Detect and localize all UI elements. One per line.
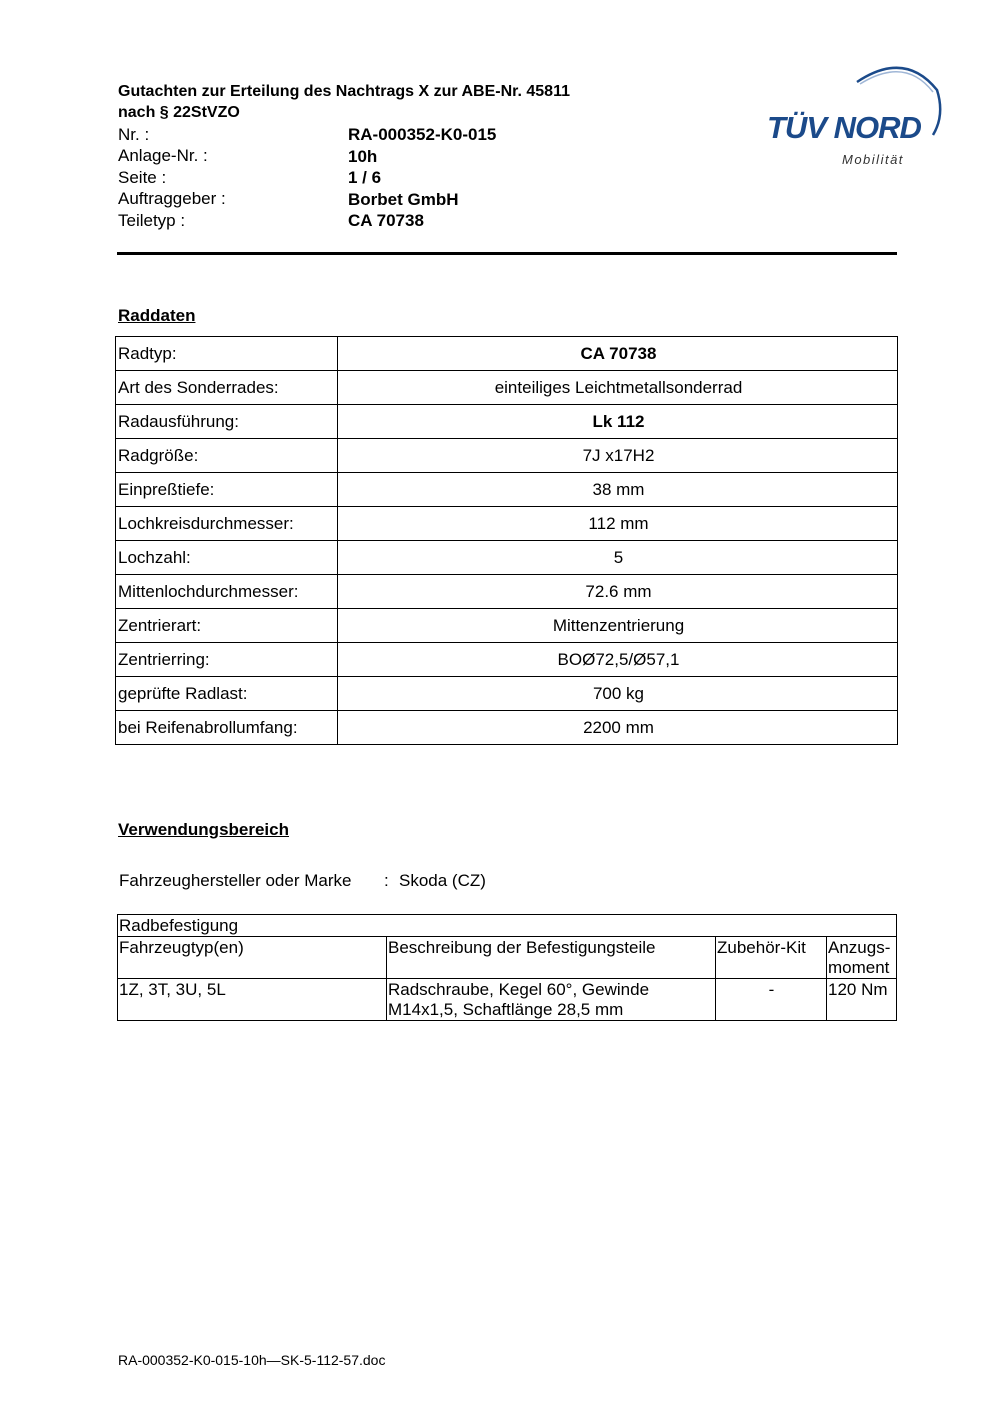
row-label: Lochzahl: [116, 541, 338, 575]
row-value: BOØ72,5/Ø57,1 [338, 643, 898, 677]
meta-value-nr: RA-000352-K0-015 [348, 125, 497, 144]
table-cell: - [716, 979, 827, 1021]
row-label: Radausführung: [116, 405, 338, 439]
row-value: Mittenzentrierung [338, 609, 898, 643]
meta-label-seite: Seite : [118, 168, 167, 187]
row-value: 5 [338, 541, 898, 575]
table-cell: 1Z, 3T, 3U, 5L [118, 979, 387, 1021]
maker-label: Fahrzeughersteller oder Marke [119, 871, 352, 890]
meta-label-teiletyp: Teiletyp : [118, 211, 186, 230]
row-value: 2200 mm [338, 711, 898, 745]
meta-value-seite: 1 / 6 [348, 168, 382, 187]
maker-colon: : [384, 871, 389, 890]
table-header-row [118, 937, 897, 979]
row-label: bei Reifenabrollumfang: [116, 711, 338, 745]
table-row [116, 575, 898, 609]
meta-label-anlage: Anlage-Nr. : [118, 146, 208, 165]
meta-label-auftraggeber: Auftraggeber : [118, 189, 226, 208]
meta-label-nr: Nr. : [118, 125, 150, 144]
table-cell: Radschraube, Kegel 60°, Gewinde M14x1,5, Schaftlänge 28,5 mm [387, 979, 716, 1021]
meta-value-anlage: 10h [348, 147, 378, 166]
row-label: Zentrierring: [116, 643, 338, 677]
table-row [116, 609, 898, 643]
table-row [116, 371, 898, 405]
radbefestigung-table [117, 914, 897, 1021]
column-header: Beschreibung der Befestigungsteile [387, 937, 716, 979]
table-row [116, 711, 898, 745]
table-row [116, 337, 898, 371]
row-label: Radtyp: [116, 337, 338, 371]
footer-filename: RA-000352-K0-015-10h—SK-5-112-57.doc [118, 1352, 386, 1368]
table-caption-row [118, 915, 897, 937]
maker-value: Skoda (CZ) [399, 871, 486, 890]
table-row [116, 473, 898, 507]
column-header: Anzugs-moment [827, 937, 897, 979]
row-value: CA 70738 [338, 337, 898, 371]
logo-subtitle: Mobilität [842, 152, 904, 167]
raddaten-table [115, 336, 898, 745]
meta-value-teiletyp: CA 70738 [348, 211, 424, 230]
table-row [116, 677, 898, 711]
table-row [116, 541, 898, 575]
document-title: Gutachten zur Erteilung des Nachtrags X zur ABE-Nr. 45811 nach § 22StVZO [118, 83, 570, 121]
column-header: Fahrzeugtyp(en) [118, 937, 387, 979]
row-label: Art des Sonderrades: [116, 371, 338, 405]
row-label: Einpreßtiefe: [116, 473, 338, 507]
row-value: 112 mm [338, 507, 898, 541]
table-cell: 120 Nm [827, 979, 897, 1021]
table-row [118, 979, 897, 1021]
table-row [116, 643, 898, 677]
column-header: Zubehör-Kit [716, 937, 827, 979]
row-label: geprüfte Radlast: [116, 677, 338, 711]
section-heading-raddaten: Raddaten [118, 306, 196, 325]
row-value: 7J x17H2 [338, 439, 898, 473]
table-row [116, 405, 898, 439]
row-value: 72.6 mm [338, 575, 898, 609]
row-label: Mittenlochdurchmesser: [116, 575, 338, 609]
row-label: Zentrierart: [116, 609, 338, 643]
row-value: 38 mm [338, 473, 898, 507]
table-caption: Radbefestigung [118, 915, 897, 937]
tuv-nord-logo [765, 60, 945, 170]
table-row [116, 439, 898, 473]
vehicle-maker-line [119, 871, 486, 891]
row-value: Lk 112 [338, 405, 898, 439]
row-value: einteiliges Leichtmetallsonderrad [338, 371, 898, 405]
logo-text: TÜV NORD [767, 110, 921, 145]
header-divider [117, 252, 897, 255]
table-row [116, 507, 898, 541]
row-label: Radgröße: [116, 439, 338, 473]
row-label: Lochkreisdurchmesser: [116, 507, 338, 541]
row-value: 700 kg [338, 677, 898, 711]
section-heading-verwendungsbereich: Verwendungsbereich [118, 820, 289, 839]
meta-value-auftraggeber: Borbet GmbH [348, 190, 459, 209]
